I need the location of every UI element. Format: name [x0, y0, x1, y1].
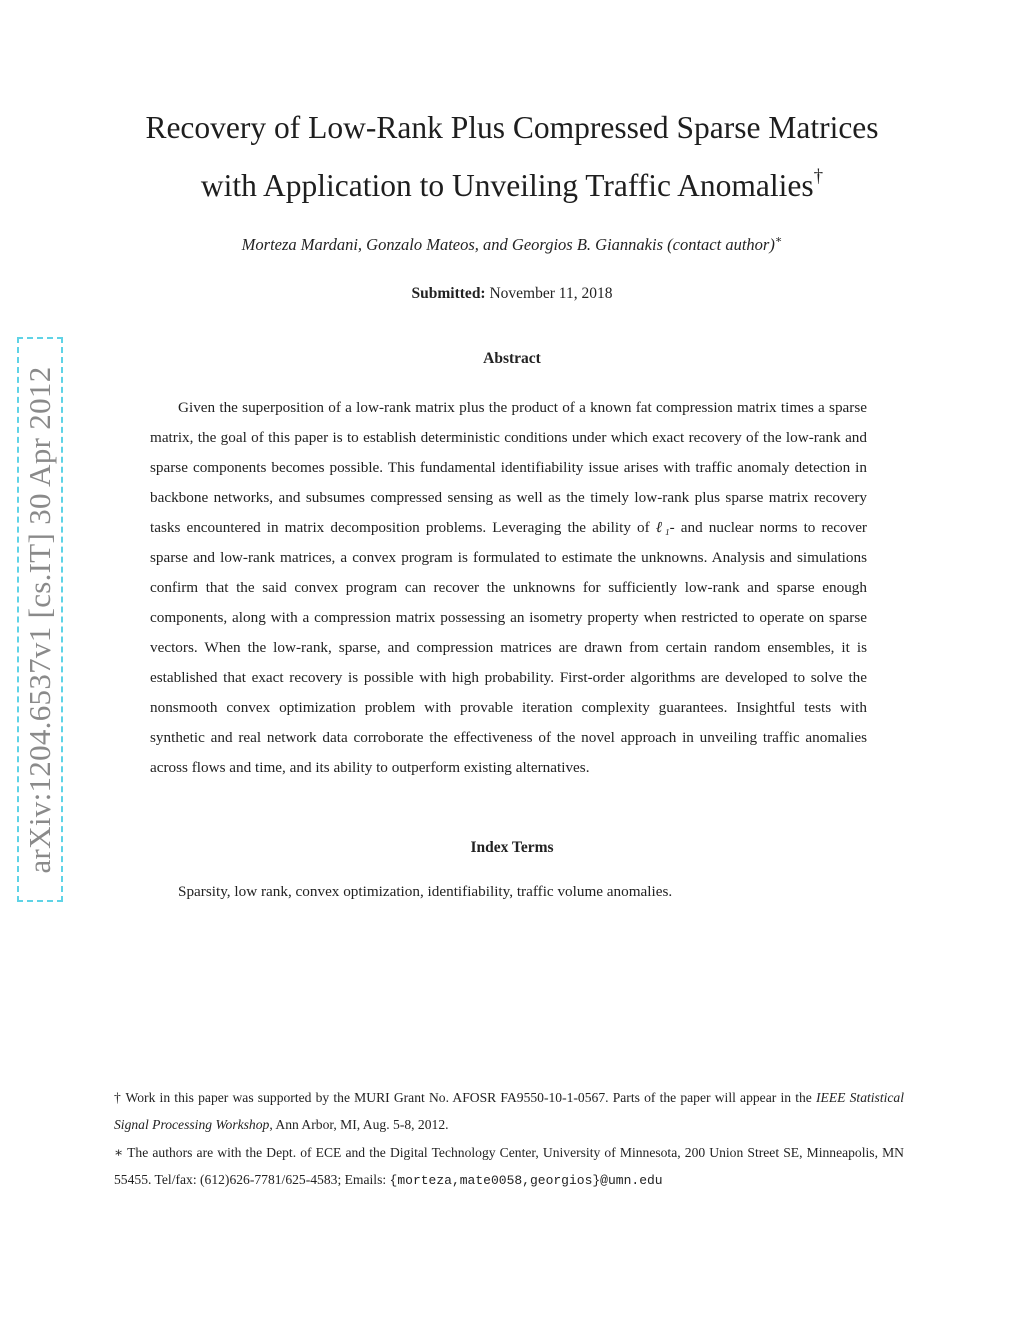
- author-list: Morteza Mardani, Gonzalo Mateos, and Georgios B. Giannakis (contact author)∗: [241, 234, 783, 254]
- footnote-affiliation: ∗ The authors are with the Dept. of ECE and the Digital Technology Center, University of Minnesota, 200 Union Street SE, Minneapolis, MN 55455. Tel/fax: (612)626-7781/625-4583; Emails: {morteza,mate0058,georgios}@umn.edu: [114, 1145, 904, 1188]
- workshop-venue: IEEE Statistical Signal Processing Workshop: [114, 1090, 904, 1132]
- abstract-heading: Abstract: [483, 350, 541, 367]
- index-terms-list: Sparsity, low rank, convex optimization, identifiability, traffic volume anomalies.: [178, 883, 673, 900]
- l1-norm-symbol: ℓ₁: [655, 519, 670, 536]
- arxiv-identifier: arXiv:1204.6537v1 [cs.IT] 30 Apr 2012: [22, 365, 57, 874]
- author-footnote-marker: ∗: [774, 234, 783, 246]
- title-footnote-marker: †: [813, 166, 824, 187]
- submitted-label: Submitted:: [411, 285, 486, 302]
- submission-date: [0, 285, 1024, 303]
- footnote-funding: † Work in this paper was supported by the MURI Grant No. AFOSR FA9550-10-1-0567. Parts of the paper will appear in the IEEE Statistical Signal Processing Workshop, Ann Arbor, MI, Aug. 5-8, 2012.: [114, 1090, 904, 1132]
- abstract-body: Given the superposition of a low-rank matrix plus the product of a known fat compression matrix times a sparse matrix, the goal of this paper is to establish deterministic conditions under which exact recovery of the low-rank and sparse components becomes possible. This fundamental identifiability issue arises with traffic anomaly detection in backbone networks, and subsumes compressed sensing as well as the timely low-rank plus sparse matrix recovery tasks encountered in matrix decomposition problems. Leveraging the ability of ℓ₁- and nuclear norms to recover sparse and low-rank matrices, a convex program is formulated to estimate the unknowns. Analysis and simulations confirm that the said convex program can recover the unknowns for sufficiently low-rank and sparse enough components, along with a compression matrix possessing an isometry property when restricted to operate on sparse vectors. When the low-rank, sparse, and compression matrices are drawn from certain random ensembles, it is established that exact recovery is possible with high probability. First-order algorithms are developed to solve the nonsmooth convex optimization problem with provable iteration complexity guarantees. Insightful tests with synthetic and real network data corroborate the effectiveness of the novel approach in unveiling traffic anomalies across flows and time, and its ability to outperform existing alternatives.: [150, 399, 867, 776]
- paper-title-line-2: with Application to Unveiling Traffic Anomalies†: [200, 166, 824, 203]
- paper-title-line-1: Recovery of Low-Rank Plus Compressed Sparse Matrices: [145, 110, 879, 145]
- author-emails: {morteza,mate0058,georgios}@umn.edu: [389, 1173, 663, 1188]
- arxiv-stamp: [17, 337, 63, 902]
- submitted-date: November 11, 2018: [489, 285, 613, 302]
- index-terms-heading: Index Terms: [470, 839, 554, 856]
